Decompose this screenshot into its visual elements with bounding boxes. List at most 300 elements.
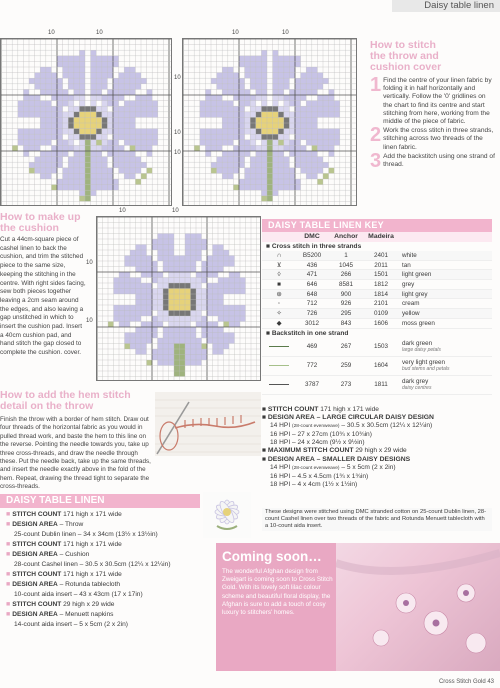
stitch-cell: [96, 67, 102, 73]
stitch-cell: [329, 151, 335, 157]
stitch-cell: [152, 305, 158, 311]
stitch-cell: [135, 78, 141, 84]
stitch-cell: [174, 267, 180, 273]
stitch-cell: [202, 278, 208, 284]
stitch-cell: [267, 157, 273, 163]
stitch-cell: [267, 140, 273, 146]
stitch-cell: [169, 234, 175, 240]
stitch-cell: [250, 67, 256, 73]
project-label: STITCH COUNT: [12, 541, 62, 548]
stitch-cell: [152, 322, 158, 328]
stitch-cell: [158, 344, 164, 350]
stitch-cell: [185, 349, 191, 355]
stitch-cell: [57, 61, 63, 67]
stitch-cell: [57, 140, 63, 146]
stitch-cell: [102, 179, 108, 185]
stitch-cell: [191, 327, 197, 333]
stitch-cell: [79, 89, 85, 95]
stitch-cell: [284, 84, 290, 90]
stitch-cell: [152, 327, 158, 333]
stitch-cell: [74, 179, 80, 185]
stitch-cell: [79, 73, 85, 79]
stitch-cell: [213, 333, 219, 339]
stitch-cell: [119, 278, 125, 284]
stitch-cell: [136, 289, 142, 295]
stitch-cell: [317, 95, 323, 101]
stitch-cell: [85, 117, 91, 123]
stitch-cell: [91, 173, 97, 179]
color-name: light green: [402, 271, 432, 279]
stitch-cell: [256, 89, 262, 95]
stitch-cell: [250, 84, 256, 90]
stitch-cell: [91, 101, 97, 107]
stitch-cell: [91, 112, 97, 118]
stitch-cell: [79, 84, 85, 90]
stitch-cell: [174, 366, 180, 372]
stitch-cell: [250, 185, 256, 191]
stitch-cell: [96, 112, 102, 118]
afghan-photo: [336, 543, 500, 671]
stitch-cell: [107, 140, 113, 146]
stitch-cell: [239, 129, 245, 135]
stitch-cell: [222, 101, 228, 107]
stitch-cell: [57, 106, 63, 112]
stitch-cell: [85, 157, 91, 163]
stitch-cell: [185, 234, 191, 240]
stitch-cell: [135, 140, 141, 146]
stitch-cell: [180, 371, 186, 377]
stitch-cell: [278, 179, 284, 185]
project-label: STITCH COUNT: [12, 511, 62, 518]
stitch-cell: [74, 106, 80, 112]
stitch-cell: [96, 129, 102, 135]
stitch-cell: [295, 134, 301, 140]
stitch-cell: [229, 305, 235, 311]
stitch-cell: [23, 95, 29, 101]
stitch-cell: [102, 185, 108, 191]
anchor-value: 266: [340, 271, 352, 279]
stitch-cell: [125, 322, 131, 328]
cross-stitch-chart-small-2: [182, 38, 357, 206]
stitch-cell: [295, 123, 301, 129]
stitch-cell: [113, 78, 119, 84]
stitch-cell: [40, 157, 46, 163]
stitch-cell: [205, 134, 211, 140]
stitch-cell: [91, 179, 97, 185]
stitch-cell: [68, 134, 74, 140]
stitch-cell: [185, 245, 191, 251]
stitch-cell: [289, 151, 295, 157]
stitch-cell: [68, 117, 74, 123]
key-rows: [262, 251, 492, 329]
stitch-cell: [57, 84, 63, 90]
stitch-cell: [273, 61, 279, 67]
stitch-cell: [228, 129, 234, 135]
stitch-cell: [152, 239, 158, 245]
cross-stitch-chart-small-3: [96, 216, 261, 381]
stitch-cell: [130, 283, 136, 289]
stitch-cell: [250, 123, 256, 129]
stitch-cell: [180, 289, 186, 295]
step-1: [370, 74, 495, 126]
stitch-cell: [191, 256, 197, 262]
stitch-cell: [278, 145, 284, 151]
stitch-cell: [191, 333, 197, 339]
stitch-cell: [289, 101, 295, 107]
stitch-cell: [152, 294, 158, 300]
stitch-cell: [295, 112, 301, 118]
stitch-cell: [141, 95, 147, 101]
stitch-cell: [152, 261, 158, 267]
stitch-cell: [51, 112, 57, 118]
stitch-cell: [35, 168, 41, 174]
stitch-cell: [317, 112, 323, 118]
stitch-cell: [91, 89, 97, 95]
stitch-cell: [250, 73, 256, 79]
stitch-cell: [278, 123, 284, 129]
stitch-cell: [174, 338, 180, 344]
stitch-cell: [124, 67, 130, 73]
col-symbol: [262, 232, 296, 242]
stitch-cell: [163, 250, 169, 256]
stitch-cell: [295, 56, 301, 62]
stitch-cell: [334, 134, 340, 140]
stitch-cell: [312, 162, 318, 168]
stitch-cell: [169, 349, 175, 355]
stitch-cell: [147, 101, 153, 107]
stitch-cell: [239, 78, 245, 84]
stitch-cell: [329, 89, 335, 95]
stitch-cell: [317, 168, 323, 174]
stitch-cell: [136, 278, 142, 284]
stitch-cell: [163, 283, 169, 289]
stitch-cell: [124, 112, 130, 118]
chart-tick: 10: [48, 30, 55, 36]
stitch-cell: [273, 84, 279, 90]
stitch-cell: [250, 145, 256, 151]
stitch-cell: [147, 272, 153, 278]
stitch-cell: [196, 256, 202, 262]
stitch-cell: [96, 145, 102, 151]
stitch-cell: [180, 261, 186, 267]
stitch-cell: [141, 134, 147, 140]
stitch-cell: [79, 168, 85, 174]
stitch-cell: [329, 129, 335, 135]
stitch-cell: [200, 140, 206, 146]
stitch-cell: [113, 84, 119, 90]
stitch-cell: [191, 261, 197, 267]
project-item: [6, 540, 200, 550]
symbol-icon: ∩: [276, 252, 282, 259]
dmc-value: 3012: [304, 319, 319, 327]
stitch-cell: [207, 283, 213, 289]
stitch-cell: [207, 338, 213, 344]
project-summary: [0, 494, 200, 630]
stitch-cell: [63, 140, 69, 146]
stitch-cell: [85, 168, 91, 174]
stitch-cell: [301, 117, 307, 123]
stitch-cell: [312, 134, 318, 140]
stitch-cell: [96, 151, 102, 157]
stitch-cell: [124, 129, 130, 135]
stitch-cell: [235, 322, 241, 328]
stitch-cell: [261, 140, 267, 146]
stitch-cell: [125, 344, 131, 350]
stitch-cell: [147, 95, 153, 101]
stitch-cell: [63, 101, 69, 107]
stitch-cell: [107, 179, 113, 185]
stitch-cell: [130, 117, 136, 123]
project-value: 171 high x 171 wide: [63, 511, 122, 518]
stitch-cell: [323, 106, 329, 112]
stitch-cell: [102, 162, 108, 168]
stitch-cell: [136, 294, 142, 300]
stitch-cell: [317, 101, 323, 107]
stitch-cell: [46, 162, 52, 168]
heading-line: the throw and: [370, 50, 439, 62]
stitch-cell: [113, 95, 119, 101]
stitch-cell: [125, 338, 131, 344]
stitch-cell: [213, 344, 219, 350]
stitch-cell: [284, 157, 290, 163]
stitch-cell: [218, 267, 224, 273]
stitch-cell: [284, 129, 290, 135]
stitch-cell: [245, 140, 251, 146]
stitch-cell: [119, 305, 125, 311]
stitch-cell: [239, 179, 245, 185]
stitch-cell: [228, 112, 234, 118]
stitch-cell: [267, 112, 273, 118]
color-name: moss green: [402, 319, 435, 327]
stitch-cell: [119, 84, 125, 90]
stitch-cell: [174, 322, 180, 328]
stitch-cell: [273, 162, 279, 168]
stitch-cell: [217, 78, 223, 84]
stitch-cell: [135, 157, 141, 163]
stitch-cell: [213, 283, 219, 289]
stitch-cell: [250, 173, 256, 179]
stitch-cell: [102, 78, 108, 84]
stitch-cell: [229, 289, 235, 295]
label: DESIGN AREA: [267, 455, 315, 463]
stitch-cell: [229, 256, 235, 262]
stitch-cell: [102, 61, 108, 67]
col-madeira: Madeira: [368, 233, 394, 240]
stitch-cell: [224, 250, 230, 256]
stitch-cell: [114, 316, 120, 322]
stitch-cell: [233, 168, 239, 174]
stitch-cell: [228, 73, 234, 79]
stitch-cell: [185, 256, 191, 262]
stitch-cell: [224, 338, 230, 344]
project-item: [6, 520, 200, 530]
stitch-cell: [68, 112, 74, 118]
stitch-cell: [200, 101, 206, 107]
stitch-cell: [23, 112, 29, 118]
stitch-cell: [163, 300, 169, 306]
stitch-cell: [202, 272, 208, 278]
stitch-cell: [256, 168, 262, 174]
stitch-cell: [218, 278, 224, 284]
value: 14 HPI: [270, 463, 291, 471]
stitch-cell: [136, 327, 142, 333]
stitch-cell: [213, 261, 219, 267]
stitch-cell: [273, 157, 279, 163]
stitch-cell: [79, 117, 85, 123]
color-note: daisy centres: [402, 384, 432, 391]
stitch-cell: [79, 95, 85, 101]
stitch-cell: [306, 173, 312, 179]
dmc-value: 469: [306, 343, 318, 350]
stitch-cell: [289, 89, 295, 95]
project-detail: 28-count Cashel linen – 30.5 x 30.5cm (12¼ x 12¼in): [14, 561, 171, 568]
project-title: DAISY TABLE LINEN: [0, 494, 200, 508]
stitch-cell: [163, 305, 169, 311]
stitch-cell: [79, 106, 85, 112]
stitch-cell: [12, 145, 18, 151]
stitch-cell: [200, 134, 206, 140]
stitch-cell: [79, 157, 85, 163]
stitch-cell: [235, 311, 241, 317]
stitch-cell: [163, 278, 169, 284]
stitch-cell: [158, 311, 164, 317]
stitch-cell: [85, 173, 91, 179]
stitch-cell: [229, 316, 235, 322]
anchor-value: 295: [340, 310, 352, 318]
stitch-cell: [256, 67, 262, 73]
stitch-cell: [228, 168, 234, 174]
stitch-cell: [174, 289, 180, 295]
stitch-cell: [113, 112, 119, 118]
stitch-cell: [301, 89, 307, 95]
stitch-cell: [18, 112, 24, 118]
stitch-cell: [261, 106, 267, 112]
stitch-cell: [191, 338, 197, 344]
stitch-cell: [180, 322, 186, 328]
key-column-headers: [262, 232, 492, 242]
stitch-cell: [239, 101, 245, 107]
stitch-cell: [91, 73, 97, 79]
stitch-cell: [289, 73, 295, 79]
value: (28-count evenweave): [292, 424, 340, 430]
stitch-cell: [218, 294, 224, 300]
stitch-cell: [63, 185, 69, 191]
stitch-cell: [191, 349, 197, 355]
madeira-value: 0109: [373, 310, 388, 318]
stitch-cell: [130, 140, 136, 146]
stitch-cell: [228, 89, 234, 95]
chart-tick: 10: [174, 150, 181, 156]
stitch-cell: [273, 134, 279, 140]
madeira-value: 1811: [374, 381, 388, 388]
stitch-cell: [169, 300, 175, 306]
stitch-cell: [185, 322, 191, 328]
daisy-photo: [203, 492, 251, 538]
stitch-cell: [63, 112, 69, 118]
stitch-cell: [141, 338, 147, 344]
stitch-cell: [306, 89, 312, 95]
stitch-cell: [68, 173, 74, 179]
stitch-cell: [113, 117, 119, 123]
stitch-cell: [46, 106, 52, 112]
stitch-cell: [217, 134, 223, 140]
stitch-cell: [185, 250, 191, 256]
stitch-cell: [158, 256, 164, 262]
howto-stitch-heading: [370, 40, 495, 73]
stitch-cell: [196, 294, 202, 300]
stitch-cell: [284, 145, 290, 151]
stitch-cell: [85, 123, 91, 129]
stitch-cell: [180, 344, 186, 350]
stitch-cell: [113, 179, 119, 185]
stitch-cell: [152, 355, 158, 361]
stitch-cell: [141, 245, 147, 251]
stitch-cell: [141, 78, 147, 84]
bullet-icon: ■: [6, 521, 13, 528]
stitch-cell: [202, 333, 208, 339]
stitch-cell: [102, 56, 108, 62]
stitch-cell: [79, 78, 85, 84]
stitch-cell: [57, 157, 63, 163]
stitch-cell: [135, 95, 141, 101]
backstitch-row: [262, 357, 492, 376]
stitch-count-info: [262, 406, 492, 489]
stitch-cell: [196, 300, 202, 306]
stitch-cell: [228, 67, 234, 73]
stitch-cell: [289, 95, 295, 101]
stitch-cell: [256, 162, 262, 168]
stitch-cell: [51, 123, 57, 129]
stitch-cell: [207, 300, 213, 306]
stitch-cell: [233, 78, 239, 84]
stitch-cell: [205, 101, 211, 107]
stitch-cell: [169, 245, 175, 251]
symbol-icon: ⊛: [276, 290, 282, 298]
stitch-cell: [79, 112, 85, 118]
stitch-cell: [40, 73, 46, 79]
project-item: [6, 510, 200, 520]
stitch-cell: [239, 151, 245, 157]
stitch-cell: [158, 239, 164, 245]
stitch-line: 16 HPI – 4.5 x 4.5cm (1¾ x 1¾in): [270, 472, 369, 480]
stitch-cell: [107, 151, 113, 157]
stitch-cell: [85, 134, 91, 140]
stitch-cell: [46, 78, 52, 84]
stitch-cell: [295, 145, 301, 151]
stitch-cell: [211, 134, 217, 140]
stitch-cell: [63, 89, 69, 95]
stitch-cell: [185, 355, 191, 361]
stitch-cell: [218, 256, 224, 262]
stitch-cell: [185, 311, 191, 317]
stitch-cell: [96, 84, 102, 90]
stitch-cell: [136, 344, 142, 350]
stitch-cell: [147, 112, 153, 118]
stitch-cell: [289, 145, 295, 151]
stitch-cell: [250, 134, 256, 140]
stitch-cell: [169, 283, 175, 289]
stitch-cell: [141, 289, 147, 295]
stitch-cell: [46, 101, 52, 107]
stitch-cell: [191, 355, 197, 361]
stitch-cell: [196, 311, 202, 317]
stitch-cell: [284, 95, 290, 101]
stitch-cell: [207, 289, 213, 295]
stitch-cell: [102, 168, 108, 174]
project-value: – Menuett napkins: [59, 611, 114, 618]
stitch-cell: [51, 145, 57, 151]
stitch-cell: [284, 162, 290, 168]
